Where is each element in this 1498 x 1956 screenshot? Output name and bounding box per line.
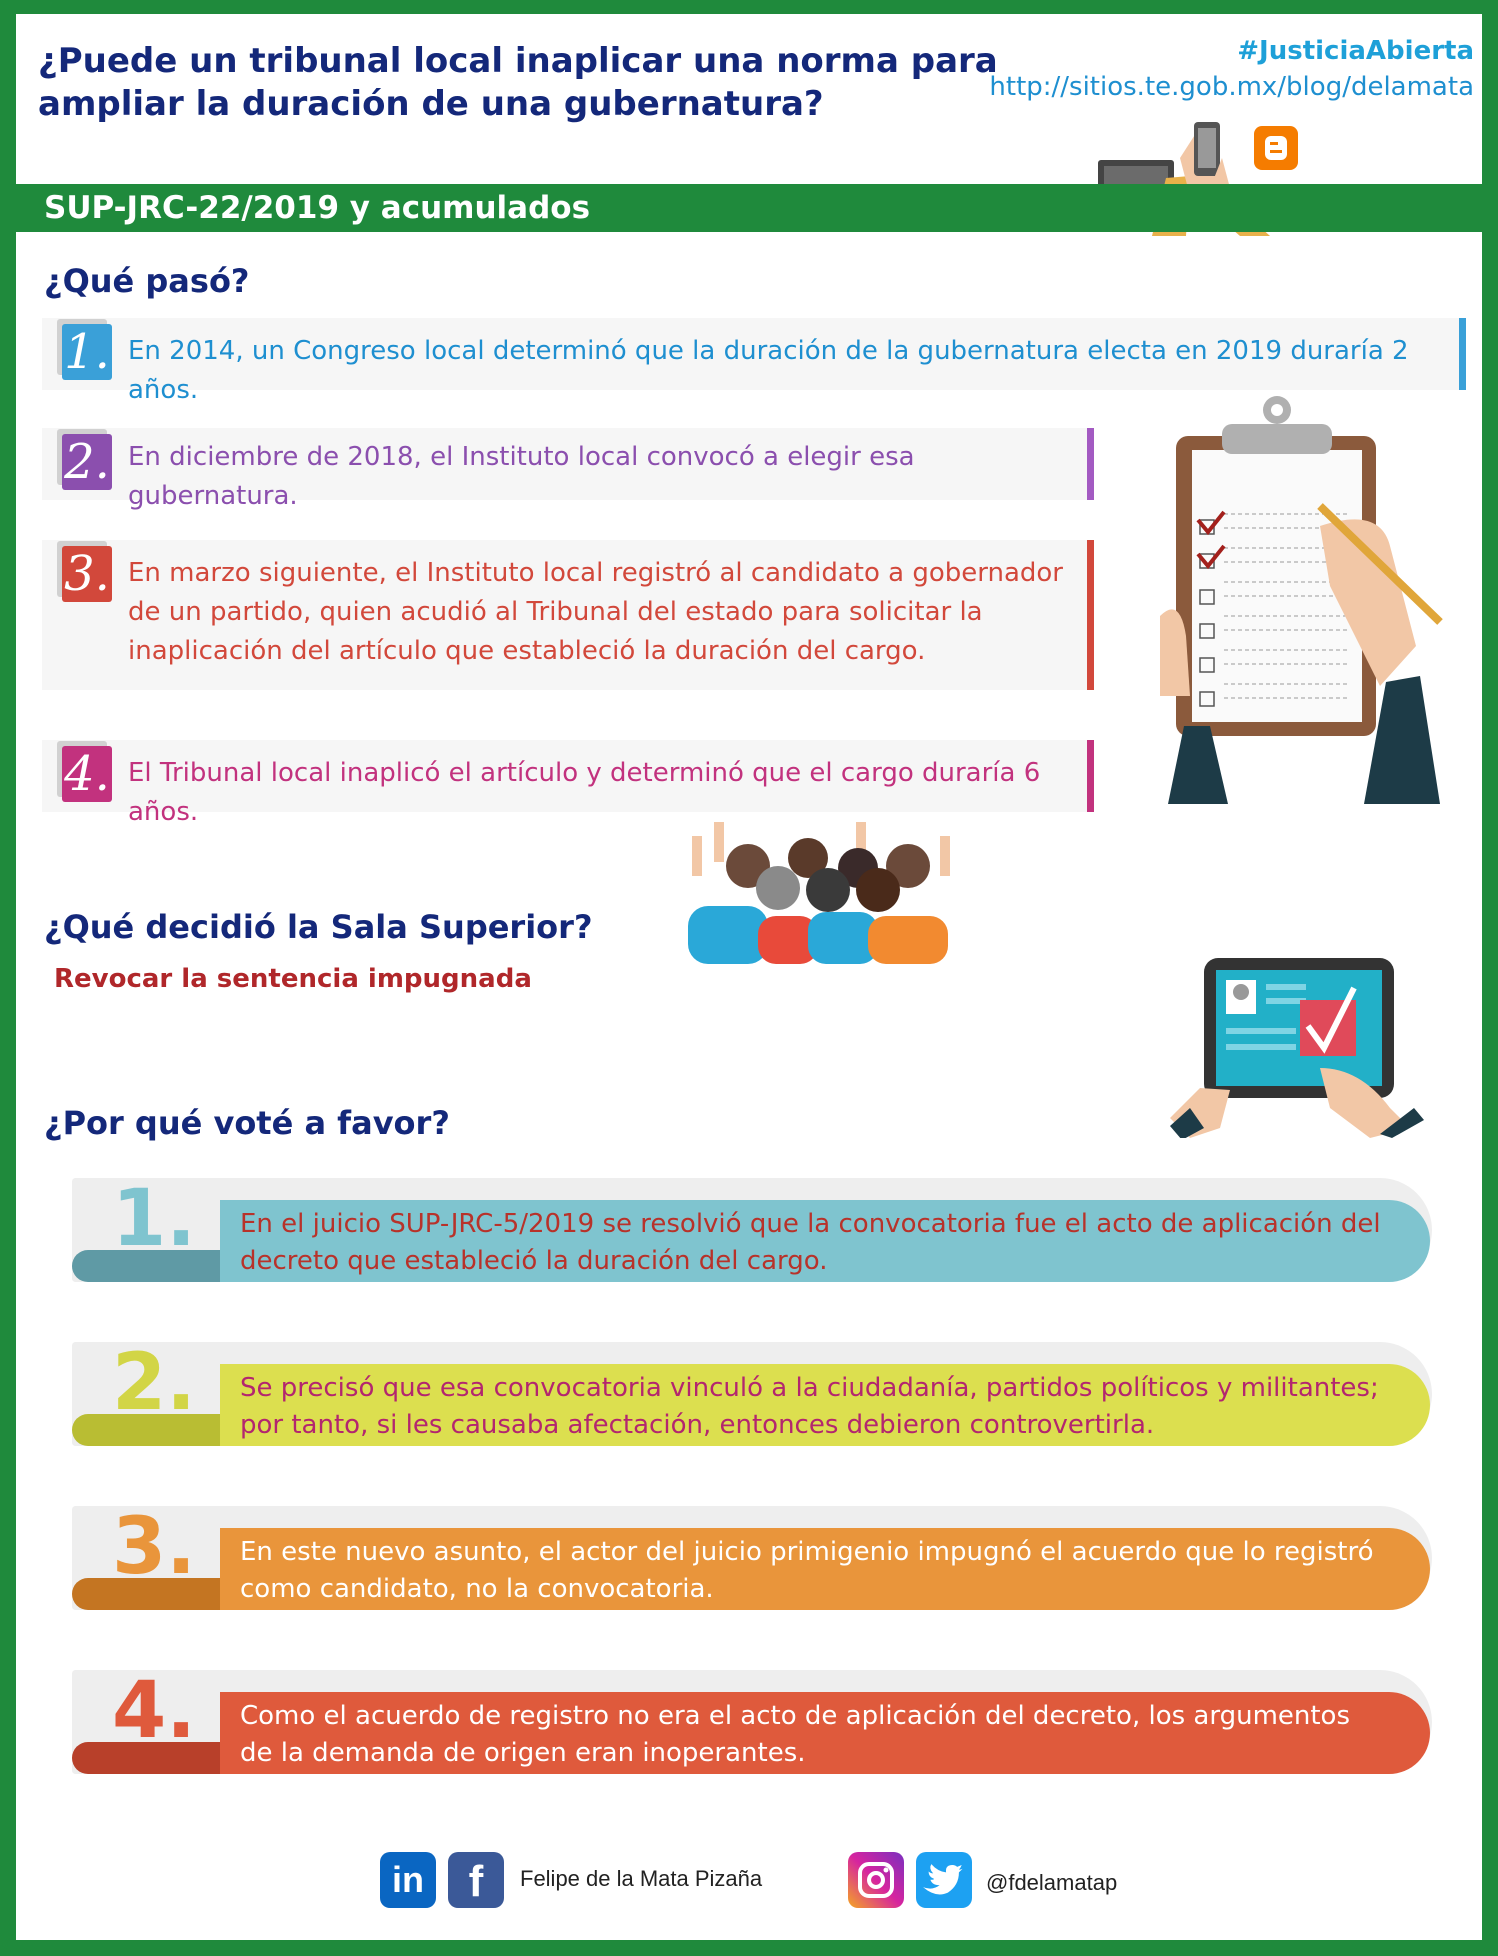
- reason-text: Como el acuerdo de registro no era el acto de aplicación del decreto, los argumentos de la demanda de origen eran inoperantes.: [240, 1701, 1351, 1768]
- step-text: En diciembre de 2018, el Instituto local convocó a elegir esa gubernatura.: [128, 442, 915, 511]
- reasons-heading: ¿Por qué voté a favor?: [44, 1104, 450, 1142]
- step-text: El Tribunal local inaplicó el artículo y determinó que el cargo duraría 6 años.: [128, 758, 1041, 827]
- step-text: En marzo siguiente, el Instituto local registró al candidato a gobernador de un partido, quien acudió al Tribunal del estado para solicitar la inaplicación del artículo que estableció la duración del cargo.: [128, 558, 1063, 666]
- reason-2: [72, 1338, 1440, 1452]
- step-edge: [1087, 540, 1094, 690]
- step-3: [42, 540, 1094, 690]
- linkedin-icon[interactable]: in: [380, 1852, 436, 1908]
- blogger-icon[interactable]: [1254, 126, 1298, 170]
- facebook-icon[interactable]: f: [448, 1852, 504, 1908]
- social-handle[interactable]: @fdelamatap: [986, 1870, 1118, 1895]
- step-number: 4.: [62, 746, 112, 802]
- step-edge: [1087, 428, 1094, 500]
- step-2: [42, 428, 1094, 511]
- step-number: 3.: [62, 546, 112, 602]
- decision-text: Revocar la sentencia impugnada: [54, 964, 532, 994]
- reason-text: Se precisó que esa convocatoria vinculó a la ciudadanía, partidos políticos y militantes; por tanto, si les causaba afectación, entonces debieron controvertirla.: [240, 1373, 1379, 1440]
- reason-4: [72, 1666, 1440, 1780]
- reason-1: [72, 1174, 1440, 1288]
- step-edge: [1087, 740, 1094, 812]
- step-text: En 2014, un Congreso local determinó que la duración de la gubernatura electa en 2019 duraría 2 años.: [128, 336, 1409, 405]
- clipboard-illustration: [1150, 396, 1450, 806]
- step-number: 2.: [62, 434, 112, 490]
- reason-3: [72, 1502, 1440, 1616]
- twitter-icon[interactable]: [916, 1852, 972, 1908]
- reason-text: En este nuevo asunto, el actor del juicio primigenio impugnó el acuerdo que lo registró como candidato, no la convocatoria.: [240, 1537, 1374, 1604]
- tablet-illustration: [1170, 958, 1424, 1138]
- reason-number: 1.: [112, 1174, 196, 1264]
- step-edge: [1459, 318, 1466, 390]
- reason-number: 2.: [112, 1338, 196, 1428]
- reason-number: 4.: [112, 1666, 196, 1756]
- step-1: [42, 318, 1466, 405]
- crowd-illustration: [678, 816, 958, 964]
- step-number: 1.: [62, 324, 112, 380]
- hashtag[interactable]: #JusticiaAbierta: [1237, 36, 1474, 66]
- reason-text: En el juicio SUP-JRC-5/2019 se resolvió que la convocatoria fue el acto de aplicación del decreto que estableció la duración del cargo.: [240, 1209, 1381, 1276]
- instagram-icon[interactable]: [848, 1852, 904, 1908]
- decision-heading: ¿Qué decidió la Sala Superior?: [44, 908, 593, 946]
- page-title: ¿Puede un tribunal local inaplicar una norma para ampliar la duración de una gubernatura?: [38, 41, 998, 124]
- blog-link[interactable]: http://sitios.te.gob.mx/blog/delamata: [989, 72, 1474, 102]
- case-number: SUP-JRC-22/2019 y acumulados: [44, 190, 591, 226]
- what-happened-heading: ¿Qué pasó?: [44, 262, 250, 300]
- step-4: [42, 740, 1094, 827]
- author-name: Felipe de la Mata Pizaña: [520, 1866, 763, 1891]
- reason-number: 3.: [112, 1502, 196, 1592]
